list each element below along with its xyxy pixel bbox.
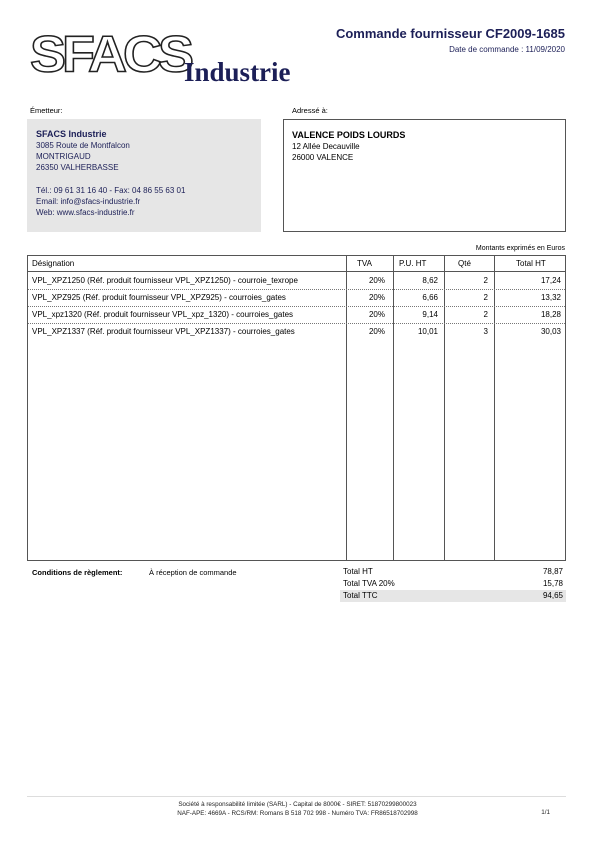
row-designation: VPL_XPZ925 (Réf. produit fournisseur VPL_XPZ925) - courroies_gates bbox=[32, 293, 286, 302]
document-title: Commande fournisseur CF2009-1685 bbox=[335, 26, 565, 41]
total-ht-value: 78,87 bbox=[542, 567, 563, 576]
total-tva-label: Total TVA 20% bbox=[343, 579, 395, 588]
header-tva: TVA bbox=[357, 259, 372, 268]
logo-wordmark: SFACS bbox=[30, 26, 191, 84]
totals-block bbox=[340, 566, 566, 602]
legal-line-1: Société à responsabilité limitée (SARL) - Capital de 8000€ - SIRET: 51870299800023 bbox=[178, 801, 417, 808]
row-quantity: 3 bbox=[483, 327, 488, 336]
recipient-label: Adressé à: bbox=[292, 106, 328, 115]
row-designation: VPL_xpz1320 (Réf. produit fournisseur VPL_xpz_1320) - courroies_gates bbox=[32, 310, 294, 319]
row-unit-price: 9,14 bbox=[422, 310, 438, 319]
row-quantity: 2 bbox=[483, 276, 488, 285]
currency-note: Montants exprimés en Euros bbox=[475, 245, 565, 252]
table-header bbox=[28, 256, 565, 272]
header-designation: Désignation bbox=[32, 259, 75, 268]
row-total: 13,32 bbox=[540, 293, 561, 302]
issuer-address-line-3: 26350 VALHERBASSE bbox=[36, 163, 119, 173]
payment-terms-value: À réception de commande bbox=[149, 568, 237, 577]
row-quantity: 2 bbox=[483, 310, 488, 319]
total-ttc-value: 94,65 bbox=[542, 591, 563, 600]
issuer-block bbox=[27, 119, 261, 232]
total-ttc-row bbox=[340, 590, 566, 602]
header-total: Total HT bbox=[516, 259, 546, 268]
recipient-name: VALENCE POIDS LOURDS bbox=[292, 130, 406, 140]
header-quantity: Qté bbox=[458, 259, 471, 268]
recipient-address-line-2: 26000 VALENCE bbox=[292, 153, 354, 163]
total-ttc-label: Total TTC bbox=[343, 591, 378, 600]
issuer-phone-fax: Tél.: 09 61 31 16 40 - Fax: 04 86 55 63 01 bbox=[36, 185, 186, 195]
row-tva: 20% bbox=[368, 327, 385, 336]
row-designation: VPL_XPZ1250 (Réf. produit fournisseur VPL_XPZ1250) - courroie_texrope bbox=[32, 276, 298, 285]
issuer-email: Email: info@sfacs-industrie.fr bbox=[36, 196, 141, 206]
row-designation: VPL_XPZ1337 (Réf. produit fournisseur VPL_XPZ1337) - courroies_gates bbox=[32, 327, 295, 336]
table-row bbox=[28, 325, 565, 341]
total-tva-row bbox=[340, 578, 566, 590]
recipient-address-line-1: 12 Allée Decauville bbox=[292, 142, 360, 151]
row-total: 18,28 bbox=[540, 310, 561, 319]
row-unit-price: 8,62 bbox=[422, 276, 438, 285]
legal-footer bbox=[0, 800, 595, 818]
issuer-name: SFACS Industrie bbox=[36, 129, 107, 139]
issuer-address-line-1: 3085 Route de Montfalcon bbox=[36, 141, 130, 150]
logo-suffix: Industrie bbox=[184, 57, 291, 87]
header-unit-price: P.U. HT bbox=[399, 259, 427, 268]
recipient-block bbox=[283, 119, 566, 232]
order-lines-table bbox=[27, 255, 566, 561]
total-ht-label: Total HT bbox=[343, 567, 373, 576]
table-row bbox=[28, 274, 565, 290]
table-row bbox=[28, 291, 565, 307]
company-logo bbox=[28, 26, 318, 90]
row-quantity: 2 bbox=[483, 293, 488, 302]
row-total: 17,24 bbox=[540, 276, 561, 285]
issuer-address-line-2: MONTRIGAUD bbox=[36, 152, 91, 162]
payment-terms-label: Conditions de règlement: bbox=[32, 568, 123, 577]
order-date: Date de commande : 11/09/2020 bbox=[449, 45, 565, 54]
total-ht-row bbox=[340, 566, 566, 578]
row-total: 30,03 bbox=[540, 327, 561, 336]
legal-line-2: NAF-APE: 4669A - RCS/RM: Romans B 518 702 998 - Numéro TVA: FR86518702998 bbox=[177, 810, 418, 817]
row-tva: 20% bbox=[368, 310, 385, 319]
issuer-web: Web: www.sfacs-industrie.fr bbox=[36, 208, 135, 218]
total-tva-value: 15,78 bbox=[542, 579, 563, 588]
row-unit-price: 6,66 bbox=[422, 293, 438, 302]
row-unit-price: 10,01 bbox=[417, 327, 438, 336]
page-number: 1/1 bbox=[541, 809, 550, 816]
issuer-label: Émetteur: bbox=[30, 106, 63, 115]
row-tva: 20% bbox=[368, 293, 385, 302]
row-tva: 20% bbox=[368, 276, 385, 285]
table-row bbox=[28, 308, 565, 324]
footer-divider bbox=[27, 796, 566, 797]
